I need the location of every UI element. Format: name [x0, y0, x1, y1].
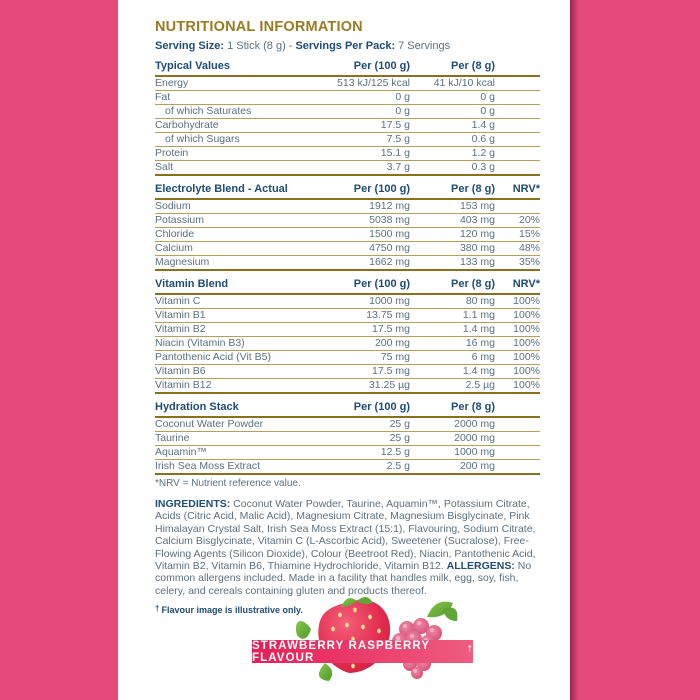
- per-100g-value: 1500 mg: [369, 228, 410, 240]
- nrv-value: [495, 418, 540, 431]
- nrv-value: [495, 133, 540, 146]
- per-8g-value: 0 g: [480, 91, 495, 103]
- per-100g-value: 1000 mg: [369, 295, 410, 307]
- serving-size-label: Serving Size:: [155, 40, 225, 52]
- per-100g-value: 7.5 g: [386, 133, 410, 145]
- column-header: [495, 401, 540, 414]
- per-8g-value: 153 mg: [459, 200, 495, 212]
- table-row: [155, 133, 540, 147]
- column-header: Per (100 g): [353, 401, 410, 413]
- per-8g-value: 0.3 g: [471, 161, 495, 173]
- per-100g-value: 17.5 g: [380, 119, 410, 131]
- servings-per-pack-value: 7 Servings: [398, 40, 451, 52]
- column-header: NRV*: [512, 183, 540, 195]
- row-label: Energy: [155, 77, 189, 89]
- row-label: Vitamin B12: [155, 379, 212, 391]
- per-8g-value: 1.4 mg: [462, 365, 495, 377]
- per-8g-value: 6 mg: [471, 351, 495, 363]
- nrv-value: [495, 161, 540, 174]
- column-header: Per (8 g): [450, 183, 495, 195]
- per-8g-value: 133 mg: [459, 256, 495, 268]
- per-8g-value: 2.5 µg: [465, 379, 495, 391]
- column-header: Electrolyte Blend - Actual: [155, 183, 288, 195]
- nrv-value: [495, 200, 540, 213]
- row-label: Vitamin C: [155, 295, 201, 307]
- nrv-value: [495, 77, 540, 90]
- per-8g-value: 1000 mg: [454, 446, 495, 458]
- per-8g-value: 16 mg: [465, 337, 495, 349]
- row-label: of which Sugars: [165, 133, 240, 145]
- column-header: Per (8 g): [450, 401, 495, 413]
- per-8g-value: 1.4 mg: [462, 323, 495, 335]
- flavour-footnote-text: Flavour image is illustrative only.: [161, 605, 303, 616]
- table-row: [155, 460, 540, 475]
- per-100g-value: 0 g: [395, 91, 410, 103]
- table-row: [155, 337, 540, 351]
- panel-edge-shadow: [570, 0, 579, 700]
- table-row: [155, 446, 540, 460]
- nrv-value: 100%: [513, 351, 540, 363]
- per-100g-value: 0 g: [395, 105, 410, 117]
- nrv-value: [495, 446, 540, 459]
- row-label: of which Saturates: [165, 105, 252, 117]
- table-row: [155, 77, 540, 91]
- table-row: [155, 228, 540, 242]
- table-row: [155, 200, 540, 214]
- column-header: Per (100 g): [353, 278, 410, 290]
- row-label: Coconut Water Powder: [155, 418, 264, 430]
- nutrition-label-panel: [118, 0, 570, 700]
- column-header: Per (100 g): [353, 183, 410, 195]
- nrv-value: 48%: [518, 242, 540, 254]
- row-label: Chloride: [155, 228, 195, 240]
- row-label: Magnesium: [155, 256, 210, 268]
- table-row: [155, 242, 540, 256]
- table-header-row: [155, 401, 540, 418]
- column-header: Per (8 g): [450, 278, 495, 290]
- allergens-label: ALLERGENS:: [446, 560, 515, 573]
- per-100g-value: 75 mg: [380, 351, 410, 363]
- nrv-value: 15%: [518, 228, 540, 240]
- column-header: Per (8 g): [450, 60, 495, 72]
- table-typical-values: [155, 60, 540, 176]
- table-vitamin-blend: [155, 278, 540, 394]
- table-header-row: [155, 60, 540, 77]
- table-header-row: [155, 183, 540, 200]
- column-header: Hydration Stack: [155, 401, 239, 413]
- row-label: Vitamin B6: [155, 365, 206, 377]
- flavour-banner-dagger: †: [467, 644, 473, 653]
- per-100g-value: 25 g: [389, 418, 410, 430]
- table-row: [155, 432, 540, 446]
- per-8g-value: 2000 mg: [454, 432, 495, 444]
- per-8g-value: 41 kJ/10 kcal: [433, 77, 495, 89]
- per-8g-value: 1.1 mg: [462, 309, 495, 321]
- per-100g-value: 1662 mg: [369, 256, 410, 268]
- per-8g-value: 200 mg: [459, 460, 495, 472]
- table-row: [155, 161, 540, 176]
- table-row: [155, 214, 540, 228]
- table-row: [155, 365, 540, 379]
- table-row: [155, 91, 540, 105]
- allergens-text: No common allergens included. Made in a facility that handles milk, egg, soy, fish, celery, and cereals containing gluten and products thereof.: [155, 560, 532, 597]
- row-label: Vitamin B1: [155, 309, 206, 321]
- flavour-image-footnote: [155, 604, 540, 615]
- per-8g-value: 80 mg: [465, 295, 495, 307]
- nrv-value: [495, 432, 540, 445]
- row-label: Vitamin B2: [155, 323, 206, 335]
- nrv-value: 100%: [513, 323, 540, 335]
- table-row: [155, 256, 540, 271]
- per-100g-value: 3.7 g: [386, 161, 410, 173]
- nrv-value: [495, 147, 540, 160]
- row-label: Taurine: [155, 432, 190, 444]
- page-title: NUTRITIONAL INFORMATION: [155, 19, 363, 35]
- per-8g-value: 1.2 g: [471, 147, 495, 159]
- table-hydration-stack: [155, 401, 540, 475]
- table-row: [155, 309, 540, 323]
- row-label: Potassium: [155, 214, 205, 226]
- ingredients-text: Coconut Water Powder, Taurine, Aquamin™, Potassium Citrate, Acids (Citric Acid, Malic Acid), Magnesium Citrate, Magnesium Bisglycinate, Pink Himalayan Crystal Salt, Irish Sea Moss Extract (15:1), Flavouring, Sodium Citrate, Calcium Bisglycinate, Vitamin C (L-Ascorbic Acid), Sweetener (Sucralose), Free-Flowing Agents (Silicon Dioxide), Colour (Beetroot Red), Niacin, Pantothenic Acid, Vitamin B2, Vitamin B6, Thiamine Hydrochloride, Vitamin B12.: [155, 498, 536, 573]
- row-label: Irish Sea Moss Extract: [155, 460, 261, 472]
- row-label: Sodium: [155, 200, 191, 212]
- table-row: [155, 119, 540, 133]
- table-electrolyte-blend: [155, 183, 540, 271]
- serving-separator: -: [288, 40, 293, 52]
- serving-info-line: [155, 40, 540, 53]
- column-header: NRV*: [512, 278, 540, 290]
- ingredients-paragraph: [155, 498, 547, 597]
- nrv-value: 100%: [513, 365, 540, 377]
- per-8g-value: 0.6 g: [471, 133, 495, 145]
- per-8g-value: 380 mg: [459, 242, 495, 254]
- nrv-value: [495, 91, 540, 104]
- flavour-banner: [252, 640, 473, 663]
- table-row: [155, 379, 540, 394]
- table-row: [155, 295, 540, 309]
- per-8g-value: 1.4 g: [471, 119, 495, 131]
- row-label: Protein: [155, 147, 189, 159]
- per-100g-value: 31.25 µg: [368, 379, 410, 391]
- per-8g-value: 403 mg: [459, 214, 495, 226]
- dagger-mark: †: [155, 604, 160, 614]
- table-row: [155, 418, 540, 432]
- table-row: [155, 147, 540, 161]
- row-label: Carbohydrate: [155, 119, 219, 131]
- row-label: Niacin (Vitamin B3): [155, 337, 245, 349]
- per-8g-value: 0 g: [480, 105, 495, 117]
- per-100g-value: 17.5 mg: [372, 323, 410, 335]
- row-label: Salt: [155, 161, 174, 173]
- nrv-value: 20%: [518, 214, 540, 226]
- servings-per-pack-label: Servings Per Pack:: [295, 40, 396, 52]
- serving-size-value: 1 Stick (8 g): [227, 40, 286, 52]
- column-header: Typical Values: [155, 60, 231, 72]
- nrv-value: 100%: [513, 309, 540, 321]
- nrv-value: [495, 119, 540, 132]
- column-header: Per (100 g): [353, 60, 410, 72]
- per-100g-value: 1912 mg: [369, 200, 410, 212]
- nrv-footnote: *NRV = Nutrient reference value.: [155, 478, 301, 489]
- per-100g-value: 513 kJ/125 kcal: [337, 77, 410, 89]
- column-header: [495, 60, 540, 73]
- per-100g-value: 4750 mg: [369, 242, 410, 254]
- per-100g-value: 17.5 mg: [372, 365, 410, 377]
- nrv-value: [495, 105, 540, 118]
- per-8g-value: 2000 mg: [454, 418, 495, 430]
- nrv-value: 35%: [518, 256, 540, 268]
- row-label: Aquamin™: [155, 446, 207, 458]
- per-100g-value: 12.5 g: [380, 446, 410, 458]
- row-label: Calcium: [155, 242, 193, 254]
- per-100g-value: 200 mg: [374, 337, 410, 349]
- label-content: [118, 0, 570, 615]
- table-header-row: [155, 278, 540, 295]
- ingredients-label: INGREDIENTS:: [155, 498, 231, 510]
- per-100g-value: 13.75 mg: [366, 309, 410, 321]
- row-label: Pantothenic Acid (Vit B5): [155, 351, 271, 363]
- table-row: [155, 323, 540, 337]
- per-100g-value: 5038 mg: [369, 214, 410, 226]
- per-100g-value: 25 g: [389, 432, 410, 444]
- row-label: Fat: [155, 91, 171, 103]
- per-100g-value: 15.1 g: [380, 147, 410, 159]
- flavour-banner-text: STRAWBERRY RASPBERRY FLAVOUR: [252, 639, 430, 664]
- per-8g-value: 120 mg: [459, 228, 495, 240]
- nrv-value: 100%: [513, 337, 540, 349]
- column-header: Vitamin Blend: [155, 278, 229, 290]
- nrv-value: [495, 460, 540, 473]
- nrv-value: 100%: [513, 379, 540, 391]
- table-row: [155, 105, 540, 119]
- nrv-value: 100%: [513, 295, 540, 307]
- per-100g-value: 2.5 g: [386, 460, 410, 472]
- table-row: [155, 351, 540, 365]
